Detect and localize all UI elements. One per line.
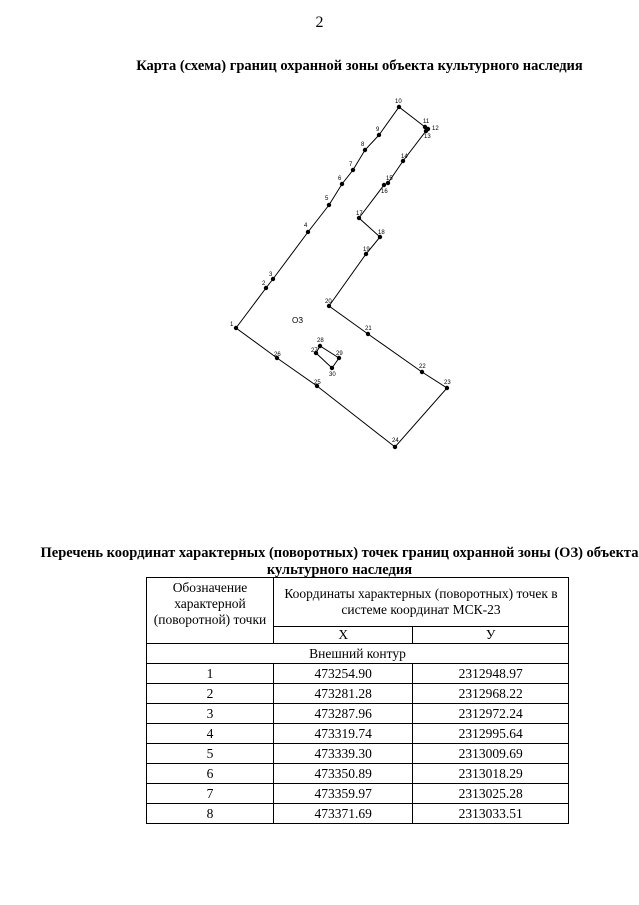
boundary-point	[393, 445, 397, 449]
cell-x: 473350.89	[274, 764, 413, 784]
cell-y: 2313025.28	[413, 784, 569, 804]
boundary-point	[420, 370, 424, 374]
table-row	[147, 704, 569, 724]
point-label: 17	[356, 211, 363, 217]
point-label: 12	[432, 126, 439, 132]
boundary-point	[306, 230, 310, 234]
coordinates-list-title: Перечень координат характерных (поворотных) точек границ охранной зоны (ОЗ) объекта культурного наследия	[40, 545, 639, 578]
point-label: 10	[395, 99, 402, 105]
point-label: 9	[376, 127, 380, 133]
boundary-point	[377, 133, 381, 137]
cell-x: 473359.97	[274, 784, 413, 804]
boundary-point	[397, 105, 401, 109]
table-row	[147, 724, 569, 744]
cell-point: 6	[147, 764, 274, 784]
point-label: 16	[381, 189, 388, 195]
contour-line	[316, 346, 339, 368]
coordinates-table	[146, 577, 569, 824]
boundary-point	[318, 344, 322, 348]
point-label: 15	[386, 176, 393, 182]
zone-label: ОЗ	[292, 316, 304, 325]
point-label: 26	[274, 352, 281, 358]
cell-point: 8	[147, 804, 274, 824]
map-title: Карта (схема) границ охранной зоны объекта культурного наследия	[136, 58, 583, 74]
point-label: 18	[378, 230, 385, 236]
outer-contour	[230, 99, 451, 449]
cell-y: 2312972.24	[413, 704, 569, 724]
point-label: 6	[338, 176, 342, 182]
header-point: Обозначение характерной (поворотной) точки	[147, 578, 274, 644]
cell-x: 473371.69	[274, 804, 413, 824]
boundary-point	[234, 326, 238, 330]
table-row	[147, 744, 569, 764]
cell-x: 473281.28	[274, 684, 413, 704]
cell-x: 473254.90	[274, 664, 413, 684]
table-row	[147, 764, 569, 784]
cell-point: 3	[147, 704, 274, 724]
point-label: 3	[269, 272, 273, 278]
header-x: Х	[274, 627, 413, 644]
boundary-point	[424, 129, 428, 133]
cell-x: 473319.74	[274, 724, 413, 744]
point-label: 28	[317, 338, 324, 344]
point-label: 25	[314, 380, 321, 386]
cell-y: 2313018.29	[413, 764, 569, 784]
boundary-point	[330, 366, 334, 370]
section-outer-contour: Внешний контур	[147, 644, 569, 664]
boundary-point	[327, 203, 331, 207]
point-label: 30	[329, 372, 336, 378]
boundary-point	[363, 148, 367, 152]
boundary-point	[382, 183, 386, 187]
point-label: 22	[419, 364, 426, 370]
table-row	[147, 804, 569, 824]
cell-point: 2	[147, 684, 274, 704]
cell-y: 2312948.97	[413, 664, 569, 684]
point-label: 2	[262, 281, 266, 287]
point-label: 13	[424, 134, 431, 140]
cell-y: 2313033.51	[413, 804, 569, 824]
point-label: 27	[311, 348, 318, 354]
cell-y: 2312968.22	[413, 684, 569, 704]
table-row	[147, 684, 569, 704]
page-number: 2	[315, 14, 324, 31]
boundary-point	[340, 182, 344, 186]
point-label: 1	[230, 322, 234, 328]
inner-contour	[311, 338, 343, 378]
point-label: 7	[349, 162, 353, 168]
point-label: 24	[392, 438, 399, 444]
cell-point: 5	[147, 744, 274, 764]
point-label: 14	[401, 154, 408, 160]
point-label: 20	[325, 299, 332, 305]
table-row	[147, 664, 569, 684]
cell-x: 473339.30	[274, 744, 413, 764]
point-label: 11	[423, 119, 430, 125]
point-label: 5	[325, 196, 329, 202]
table-row	[147, 784, 569, 804]
contour-line	[236, 107, 447, 447]
boundary-point	[351, 168, 355, 172]
cell-point: 1	[147, 664, 274, 684]
point-label: 21	[365, 326, 372, 332]
boundary-point	[445, 386, 449, 390]
point-label: 19	[363, 247, 370, 253]
header-y: У	[413, 627, 569, 644]
boundary-point	[366, 332, 370, 336]
cell-point: 4	[147, 724, 274, 744]
point-label: 8	[361, 142, 365, 148]
cell-x: 473287.96	[274, 704, 413, 724]
point-label: 4	[304, 223, 308, 229]
point-label: 29	[336, 351, 343, 357]
point-label: 23	[444, 380, 451, 386]
cell-y: 2312995.64	[413, 724, 569, 744]
cell-y: 2313009.69	[413, 744, 569, 764]
header-coordinates: Координаты характерных (поворотных) точек в системе координат МСК-23	[274, 578, 569, 627]
cell-point: 7	[147, 784, 274, 804]
